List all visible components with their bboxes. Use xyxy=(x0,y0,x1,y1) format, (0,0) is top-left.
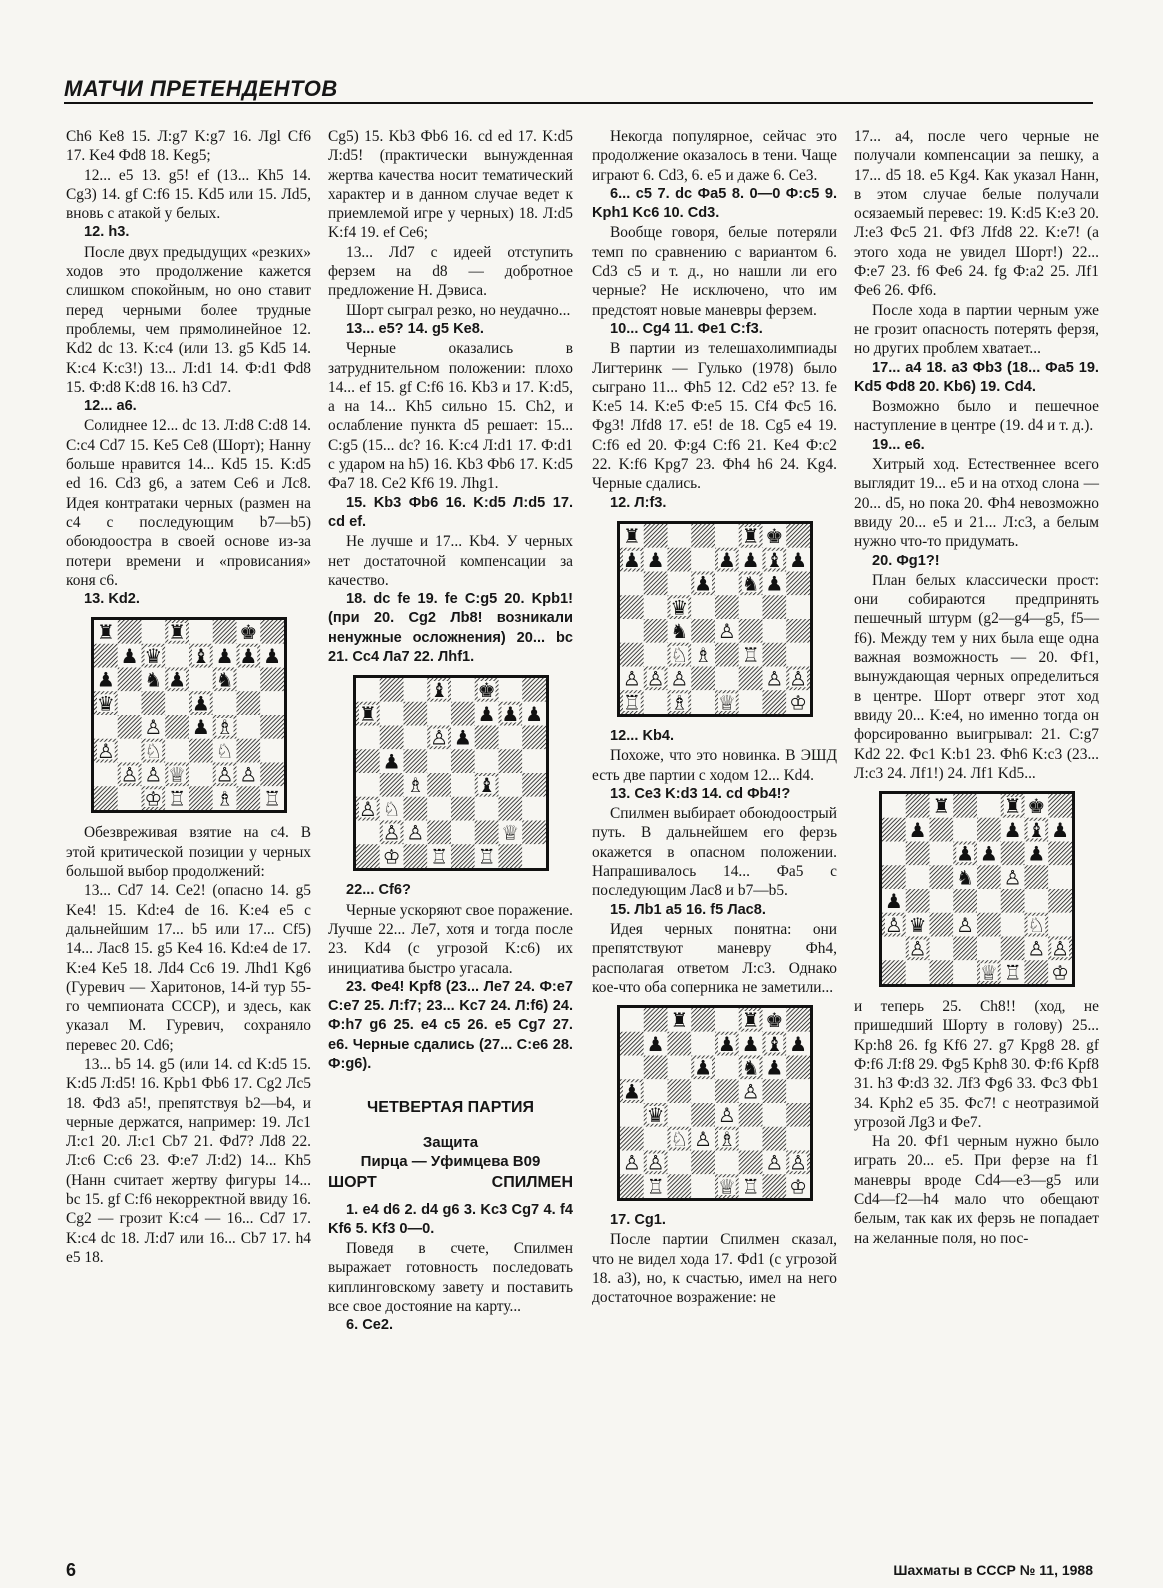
chess-piece: ♟ xyxy=(955,841,974,866)
chess-piece: ♟ xyxy=(693,571,712,596)
chess-piece: ♝ xyxy=(764,547,783,572)
chess-piece: ♙ xyxy=(143,715,162,740)
text-paragraph: Черные ускоряют свое поражение. Лучше 22... Лe7, хотя и тогда после 23. Kd4 (с угрозой K:c6) их инициатива быстро угасала. xyxy=(328,901,573,977)
chess-piece: ♜ xyxy=(167,620,186,645)
chess-piece: ♙ xyxy=(622,1150,641,1175)
text-paragraph: Cg5) 15. Kb3 Фb6 16. cd ed 17. K:d5 Л:d5! (практически вынужденная жертва качества носит тематический характер и в данном случае ведет к приемлемой игре у черных) 18. Л:d5 K:f4 19. ef Ce6; xyxy=(328,128,573,242)
text-paragraph: Возможно было и пешечное наступление в центре (19. d4 и т. д.). xyxy=(854,398,1099,435)
chess-piece: ♕ xyxy=(500,820,519,845)
move-line: 20. Фg1?! xyxy=(872,552,940,569)
chess-piece: ♙ xyxy=(238,762,257,787)
chess-piece: ♟ xyxy=(622,1079,641,1104)
chess-piece: ♔ xyxy=(1050,960,1069,985)
chess-diagram xyxy=(879,791,1075,987)
chess-piece: ♗ xyxy=(215,715,234,740)
text-paragraph: Поведя в счете, Спилмен выражает готовность последовать киплинговскому завету и поставить все свое достояние на карту... xyxy=(328,1240,573,1316)
chess-piece: ♟ xyxy=(622,547,641,572)
move-line: 17. Cg1. xyxy=(610,1212,666,1229)
chess-piece: ♙ xyxy=(908,936,927,961)
text-paragraph: Обезвреживая взятие на c4. В этой критической позиции у черных большой выбор продолжений: xyxy=(66,824,311,881)
chess-piece: ♚ xyxy=(1026,794,1045,819)
chess-piece: ♙ xyxy=(1026,936,1045,961)
chess-piece: ♜ xyxy=(358,702,377,727)
chess-piece: ♟ xyxy=(238,644,257,669)
game-title: ЧЕТВЕРТАЯ ПАРТИЯ xyxy=(367,1099,534,1117)
chess-piece: ♟ xyxy=(453,725,472,750)
chess-piece: ♚ xyxy=(477,678,496,703)
chess-piece: ♟ xyxy=(908,817,927,842)
chess-diagram xyxy=(617,521,813,717)
chess-piece: ♟ xyxy=(646,1031,665,1056)
chess-piece: ♙ xyxy=(382,820,401,845)
move-line: 23. Фe4! Kpf8 (23... Лe7 24. Ф:e7 C:e7 25. Л:f7; 23... Kc7 24. Л:f6) 24. Ф:h7 g6 25. e4 c5 26. e5 Cg7 27. e6. Черные сдались (27... C:e6 28. Ф:g6). xyxy=(328,978,573,1072)
chess-piece: ♙ xyxy=(669,666,688,691)
opening-name: Защита xyxy=(422,1134,479,1152)
text-paragraph: 17... a4, после чего черные не получали компенсации за пешку, а 17... d5 18. e5 Kg4. Как указал Нанн, в этом случае белые получали осязаемый перевес: 19. K:d5 K:e3 20. Л:e3 Фc5 21. Фf3 Лfd8 22. K:e7! (а этого хода не увидел Шорт!) 22... Ф:e7 23. f6 Фe6 24. fg Ф:a2 25. Лf1 Фe6 26. Фf6. xyxy=(854,128,1099,300)
chess-piece: ♛ xyxy=(96,691,115,716)
text-paragraph: Солиднее 12... dc 13. Л:d8 C:d8 14. C:c4 Cd7 15. Ke5 Ce8 (Шорт); Нанну больше нравится 14... Kd5 15. K:d5 ed 16. Cd3 g6, а затем Ce6 и Лc8. Идея контратаки черных (размен на c4 с последующим b7—b5) обоюдоостра в своей основе из-за потери времени и «провисания» коня c6. xyxy=(66,417,311,589)
chess-piece: ♙ xyxy=(788,666,807,691)
chess-piece: ♖ xyxy=(741,642,760,667)
chess-piece: ♟ xyxy=(1026,841,1045,866)
chess-piece: ♖ xyxy=(1003,960,1022,985)
chess-piece: ♙ xyxy=(646,666,665,691)
text-paragraph: После хода в партии черным уже не грозит опасность потерять ферзя, но других проблем хватает... xyxy=(854,301,1099,358)
chess-piece: ♜ xyxy=(741,1008,760,1033)
chess-piece: ♙ xyxy=(741,1079,760,1104)
chess-piece: ♛ xyxy=(908,912,927,937)
chess-piece: ♛ xyxy=(143,644,162,669)
chess-piece: ♙ xyxy=(884,912,903,937)
move-line: 17... a4 18. a3 Фb3 (18... Фa5 19. Kd5 Фd8 20. Kb6) 19. Cd4. xyxy=(854,359,1099,395)
chess-piece: ♟ xyxy=(524,702,543,727)
chess-piece: ♛ xyxy=(669,595,688,620)
chess-piece: ♝ xyxy=(429,678,448,703)
chess-piece: ♚ xyxy=(764,1008,783,1033)
chess-piece: ♙ xyxy=(405,820,424,845)
chess-piece: ♗ xyxy=(405,773,424,798)
text-paragraph: 13... b5 14. g5 (или 14. cd K:d5 15. K:d5 Л:d5! 16. Kpb1 Фb6 17. Cg2 Лc5 18. Фd3 a5!, препятствуя b2—b4, и черные держатся, например: 19. Лc1 Л:c1 20. Л:c1 Cb7 21. Фd7? Лd8 22. Л:c6 C:c6 23. Ф:e7 Л:d2) 14... Kh5 (Нанн считает жертву фигуры 14... bc 15. gf C:f6 некорректной ввиду 16. Cg2 — грозит K:c4 — 16... Cd7 17. K:c4 dc 18. Л:d7 или 16... Cb7 17. h4 e5 18. xyxy=(66,1055,311,1266)
chess-piece: ♖ xyxy=(622,690,641,714)
chess-piece: ♞ xyxy=(955,865,974,890)
move-line: 19... e6. xyxy=(872,436,925,453)
chess-piece: ♟ xyxy=(477,702,496,727)
text-paragraph: Шорт сыграл резко, но неудачно... xyxy=(346,301,571,319)
chess-piece: ♟ xyxy=(167,667,186,692)
chess-piece: ♜ xyxy=(931,794,950,819)
chess-piece: ♟ xyxy=(764,1055,783,1080)
section-title: МАТЧИ ПРЕТЕНДЕНТОВ xyxy=(64,76,338,101)
chess-diagram xyxy=(91,617,287,813)
move-line: 1. e4 d6 2. d4 g6 3. Kc3 Cg7 4. f4 Kf6 5. Kf3 0—0. xyxy=(328,1201,573,1237)
move-line: 6... c5 7. dc Фa5 8. 0—0 Ф:c5 9. Kph1 Kc6 10. Cd3. xyxy=(592,185,837,222)
chess-piece: ♟ xyxy=(120,644,139,669)
chess-piece: ♙ xyxy=(143,762,162,787)
text-paragraph: Вообще говоря, белые потеряли темп по сравнению с вариантом 6. Cd3 c5 и т. д., но нашли ли его черные? Не исключено, что им предстоят новые маневры ферзем. xyxy=(592,224,837,319)
chess-piece: ♙ xyxy=(1050,936,1069,961)
chess-piece: ♟ xyxy=(262,644,281,669)
chess-piece: ♙ xyxy=(717,618,736,643)
chess-piece: ♙ xyxy=(358,797,377,822)
text-paragraph: Черные оказались в затруднительном положении: плохо 14... ef 15. gf C:f6 16. Kb3 и 17. K:d5, а на 14... Kh5 сильно 15. Ch2, и ослабление пункта d5 решает: 15... C:g5 (15... dc? 16. K:c4 Л:d1 17. Ф:d1 с ударом на h5) 16. Kb3 Фb6 17. K:d5 Фa7 18. Ce2 Kf6 19. Лhg1. xyxy=(328,340,573,493)
white-player: ШОРТ xyxy=(328,1174,377,1192)
move-line: 12. h3. xyxy=(84,224,130,241)
chess-piece: ♟ xyxy=(788,547,807,572)
move-line: 15. Kb3 Фb6 16. K:d5 Л:d5 17. cd ef. xyxy=(328,494,573,530)
header-rule xyxy=(64,102,1093,104)
move-line: 12... a6. xyxy=(84,398,137,415)
move-line: 6. Ce2. xyxy=(346,1317,394,1334)
chess-piece: ♙ xyxy=(764,666,783,691)
text-paragraph: 13... Cd7 14. Ce2! (опасно 14. g5 Ke4! 15. Kd:e4 de 16. K:e4 e5 с дальнейшим 17... b5 или 17... Cf5) 14... Лac8 15. g5 Ke4 16. Kd:e4 de 17. K:e4 Ke5 18. Лd4 Cc6 19. Лhd1 Kg6 (Гуревич — Харитонов, 14-й тур 55-го чемпионата СССР), и здесь, как указал М. Гуревич, сохранялo перевес 20. Cd6; xyxy=(66,882,311,1054)
text-paragraph: Некогда популярное, сейчас это продолжение оказалось в тени. Чаще играют 6. Cd3, 6. e5 и даже 6. Ce3. xyxy=(592,128,837,184)
chess-piece: ♝ xyxy=(477,773,496,798)
chess-piece: ♙ xyxy=(646,1150,665,1175)
chess-piece: ♙ xyxy=(622,666,641,691)
chess-piece: ♟ xyxy=(191,691,210,716)
chess-piece: ♟ xyxy=(741,1031,760,1056)
chess-piece: ♖ xyxy=(262,786,281,811)
chess-piece: ♗ xyxy=(717,1126,736,1151)
chess-piece: ♟ xyxy=(693,1055,712,1080)
text-paragraph: Идея черных понятна: они препятствуют маневру Фh4, располагая ответом Л:c3. Однако кое-что оба соперника не заметили... xyxy=(592,920,837,996)
chess-piece: ♕ xyxy=(167,762,186,787)
chess-piece: ♘ xyxy=(669,1126,688,1151)
chess-piece: ♙ xyxy=(215,762,234,787)
chess-piece: ♙ xyxy=(96,739,115,764)
chess-piece: ♞ xyxy=(741,1055,760,1080)
column-1 xyxy=(66,127,311,1267)
move-line: 13. Ce3 K:d3 14. cd Фb4!? xyxy=(610,785,791,802)
chess-piece: ♜ xyxy=(669,1008,688,1033)
column-3 xyxy=(592,127,837,1308)
move-line: 22... Cf6? xyxy=(346,882,411,899)
move-line: 12... Kb4. xyxy=(610,727,675,744)
chess-piece: ♟ xyxy=(646,547,665,572)
text-paragraph: После двух предыдущих «резких» ходов это продолжение кажется слишком спокойным, но оно ставит перед черными более трудные проблемы, чем прямолинейное 12. Kd2 dc 13. K:c4 (или 13. g5 Kd5 14. K:c4 K:c3!) 13... Л:d1 14. Ф:d1 Фd8 15. Ф:d8 K:d8 16. h3 Cd7. xyxy=(66,243,311,396)
chess-piece: ♙ xyxy=(693,1126,712,1151)
text-paragraph: Не лучше и 17... Kb4. У черных нет достаточной компенсации за качество. xyxy=(328,533,573,589)
chess-piece: ♕ xyxy=(717,1174,736,1199)
chess-piece: ♜ xyxy=(1003,794,1022,819)
chess-piece: ♙ xyxy=(120,762,139,787)
chess-piece: ♟ xyxy=(979,841,998,866)
chess-piece: ♝ xyxy=(764,1031,783,1056)
players-line xyxy=(328,1173,573,1192)
chess-piece: ♞ xyxy=(143,667,162,692)
chess-piece: ♔ xyxy=(788,1174,807,1199)
chess-piece: ♜ xyxy=(96,620,115,645)
chess-piece: ♛ xyxy=(646,1103,665,1128)
move-line: 13... e5? 14. g5 Ke8. xyxy=(346,320,484,337)
chess-piece: ♔ xyxy=(143,786,162,811)
chess-piece: ♙ xyxy=(788,1150,807,1175)
chess-piece: ♟ xyxy=(382,749,401,774)
move-line: 10... Cg4 11. Фe1 C:f3. xyxy=(610,320,763,337)
chess-piece: ♙ xyxy=(955,912,974,937)
chess-piece: ♙ xyxy=(1003,865,1022,890)
chess-piece: ♖ xyxy=(646,1174,665,1199)
text-paragraph: Ch6 Ke8 15. Л:g7 K:g7 16. Лgl Cf6 17. Ke4 Фd8 18. Keg5; xyxy=(66,128,311,165)
chess-piece: ♙ xyxy=(429,725,448,750)
chess-piece: ♖ xyxy=(167,786,186,811)
chess-piece: ♟ xyxy=(884,889,903,914)
chess-piece: ♖ xyxy=(477,844,496,869)
chess-piece: ♚ xyxy=(238,620,257,645)
chess-piece: ♙ xyxy=(764,1150,783,1175)
chess-piece: ♟ xyxy=(191,715,210,740)
move-line: 18. dc fe 19. fe C:g5 20. Kpb1! (при 20. Cg2 Лb8! возникали ненужные осложнения) 20... bc 21. Cc4 Лa7 22. Лhf1. xyxy=(328,591,573,666)
chess-piece: ♕ xyxy=(979,960,998,985)
chess-piece: ♟ xyxy=(741,547,760,572)
chess-piece: ♙ xyxy=(717,1103,736,1128)
chess-piece: ♜ xyxy=(741,523,760,548)
column-2 xyxy=(328,127,573,1336)
chess-piece: ♖ xyxy=(741,1174,760,1199)
chess-piece: ♞ xyxy=(669,618,688,643)
chess-piece: ♝ xyxy=(1026,817,1045,842)
magazine-info: Шахматы в СССР № 11, 1988 xyxy=(893,1562,1093,1578)
text-paragraph: и теперь 25. Ch8!! (ход, не пришедший Шорту в голову) 25... Kp:h8 26. fg Kf6 27. g7 Kpg8 28. gf Ф:f6 Л:f8 29. Фg5 Kph8 30. Ф:f6 Kpf8 31. h3 Ф:d3 32. Лf3 Фg6 33. Фc3 Фb1 34. Kph2 e5 35. Фc7! с неотразимой угрозой Лg3 и Фe7. xyxy=(854,998,1099,1131)
text-paragraph: После партии Спилмен сказал, что не видел хода 17. Фd1 (с угрозой 18. a3), но, к счастью, имел на него достаточное возражение: не xyxy=(592,1231,837,1307)
chess-piece: ♔ xyxy=(788,690,807,714)
chess-piece: ♟ xyxy=(96,667,115,692)
chess-piece: ♘ xyxy=(215,739,234,764)
text-paragraph: Похоже, что это новинка. В ЭШД есть две партии с ходом 12... Kd4. xyxy=(592,747,837,784)
text-paragraph: Хитрый ход. Естественнее всего выглядит 19... e5 и на отход слона — 20... d5, но пока 20. Фh4 невозможно ввиду 20... e5 и 21... Л:c3, а белым нужно что-то придумать. xyxy=(854,456,1099,551)
text-paragraph: В партии из телешахолимпиады Лигтеринк — Гулько (1978) было сыграно 11... Фh5 12. Cd2 e5? 13. fe K:e5 14. K:e5 Ф:e5 15. Cf4 Фc5 16. Фg3! Лfd8 17. e5! de 18. Cg5 e4 19. C:f6 ed 20. Ф:g4 C:f6 21. Ke4 Ф:c2 22. K:f6 Kpg7 23. Фh4 h6 24. Kg4. Черные сдались. xyxy=(592,340,837,493)
chess-piece: ♟ xyxy=(215,644,234,669)
chess-piece: ♟ xyxy=(788,1031,807,1056)
text-paragraph: 12... e5 13. g5! ef (13... Kh5 14. Cg3) 14. gf C:f6 15. Kd5 или 15. Лd5, вновь с атакой у белых. xyxy=(66,166,311,223)
text-paragraph: План белых классически прост: они собираются предпринять пешечный штурм (g2—g4—g5, f5—f6). Между тем у них была еще одна важная возможность — 20. Фf1, вынуждающая черных определиться в центре. Шорт отверг этот ход ввиду 20... K:e4, но именно тогда он форсированно выигрывал: 21. C:g7 Kd2 22. Фc1 K:b1 23. Фh6 K:c3 (23... Л:c3 24. Лf1!) 24. Лf1 Kd5... xyxy=(854,571,1099,782)
text-paragraph: На 20. Фf1 черным нужно было играть 20... e5. При ферзе на f1 маневры вроде Cd4—e3—g5 или Cd4—f2—h4 мало что обещают белым, так как их ферзь не попадает на желанные поля, но пос- xyxy=(854,1133,1099,1247)
opening-code: Пирца — Уфимцева В09 xyxy=(360,1153,541,1171)
move-line: 13. Kd2. xyxy=(84,591,140,608)
chess-piece: ♘ xyxy=(669,642,688,667)
chess-piece: ♘ xyxy=(1026,912,1045,937)
chess-piece: ♟ xyxy=(717,1031,736,1056)
chess-piece: ♗ xyxy=(693,642,712,667)
move-line: 12. Л:f3. xyxy=(610,494,667,511)
chess-piece: ♜ xyxy=(622,523,641,548)
text-paragraph: Спилмен выбирает обоюдоострый путь. В дальнейшем его ферзь окажется в опасном положении. Напрашивалось 14... Фa5 с последующим Лac8 и b7—b5. xyxy=(592,805,837,900)
column-4 xyxy=(854,127,1099,1248)
chess-diagram xyxy=(353,675,549,871)
chess-piece: ♟ xyxy=(764,571,783,596)
chess-piece: ♟ xyxy=(1050,817,1069,842)
black-player: СПИЛМЕН xyxy=(491,1174,573,1192)
chess-piece: ♟ xyxy=(500,702,519,727)
chess-piece: ♘ xyxy=(143,739,162,764)
text-paragraph: 13... Лd7 с идеей отступить ферзем на d8 — добротное предложение Н. Дэвиса. xyxy=(328,243,573,300)
chess-piece: ♗ xyxy=(215,786,234,811)
chess-diagram xyxy=(617,1005,813,1201)
chess-piece: ♞ xyxy=(215,667,234,692)
chess-piece: ♔ xyxy=(382,844,401,869)
chess-piece: ♟ xyxy=(1003,817,1022,842)
chess-piece: ♟ xyxy=(717,547,736,572)
page-number: 6 xyxy=(66,1560,77,1580)
chess-piece: ♗ xyxy=(669,690,688,714)
chess-piece: ♝ xyxy=(191,644,210,669)
chess-piece: ♚ xyxy=(764,523,783,548)
chess-piece: ♕ xyxy=(717,690,736,714)
chess-piece: ♘ xyxy=(382,797,401,822)
chess-piece: ♖ xyxy=(429,844,448,869)
move-line: 15. Лb1 a5 16. f5 Лac8. xyxy=(610,901,766,918)
chess-piece: ♞ xyxy=(741,571,760,596)
